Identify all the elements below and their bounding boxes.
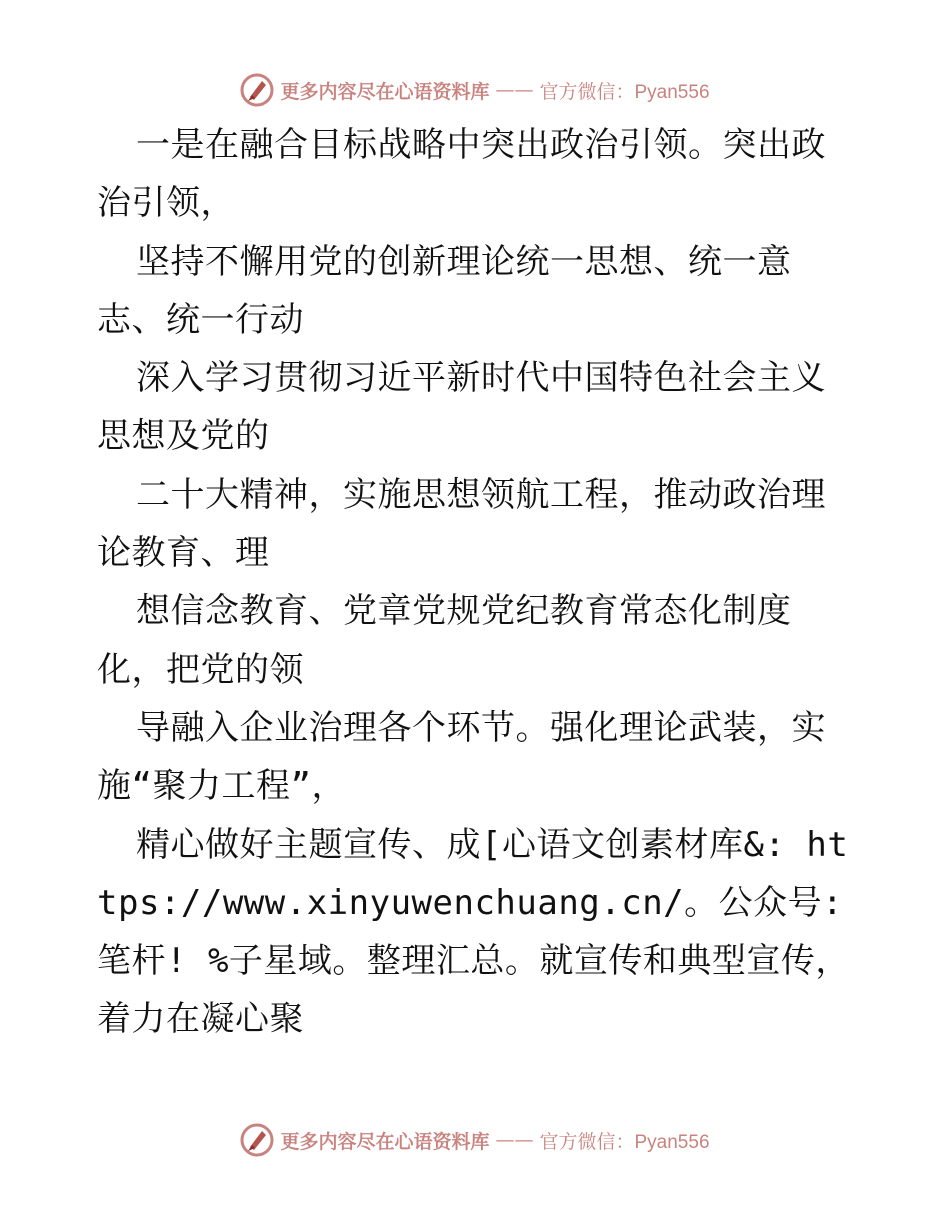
header-brand-text: 更多内容尽在心语资料库 [280, 80, 490, 103]
paragraph-5: 想信念教育、党章党规党纪教育常态化制度化，把党的领 [97, 591, 792, 690]
paragraph-3: 深入学习贯彻习近平新时代中国特色社会主义思想及党的 [97, 358, 826, 457]
document-body [97, 116, 857, 1049]
footer-wechat-text: 官方微信：Pyan556 [539, 1131, 710, 1153]
paragraph-1: 一是在融合目标战略中突出政治引领。突出政治引领， [97, 125, 826, 224]
footer-separator: —— [495, 1129, 534, 1151]
paragraph-2: 坚持不懈用党的创新理论统一思想、统一意志、统一行动 [97, 241, 792, 340]
paragraph-7: 精心做好主题宣传、成[心语文创素材库&: https://www.xinyuwenchuang.cn/。公众号: 笔杆! %子星域。整理汇总。就宣传和典型宣传，着力在凝心聚 [97, 824, 850, 1040]
pen-nib-logo-icon [240, 73, 274, 107]
footer-brand-text: 更多内容尽在心语资料库 [280, 1130, 490, 1153]
header-wechat-text: 官方微信：Pyan556 [539, 81, 710, 103]
footer-watermark [0, 1120, 950, 1160]
header-watermark [0, 70, 950, 110]
pen-nib-logo-icon [240, 1123, 274, 1157]
paragraph-4: 二十大精神，实施思想领航工程，推动政治理论教育、理 [97, 474, 826, 574]
paragraph-6: 导融入企业治理各个环节。强化理论武装，实施“聚力工程”， [97, 707, 826, 807]
header-separator: —— [495, 79, 534, 101]
